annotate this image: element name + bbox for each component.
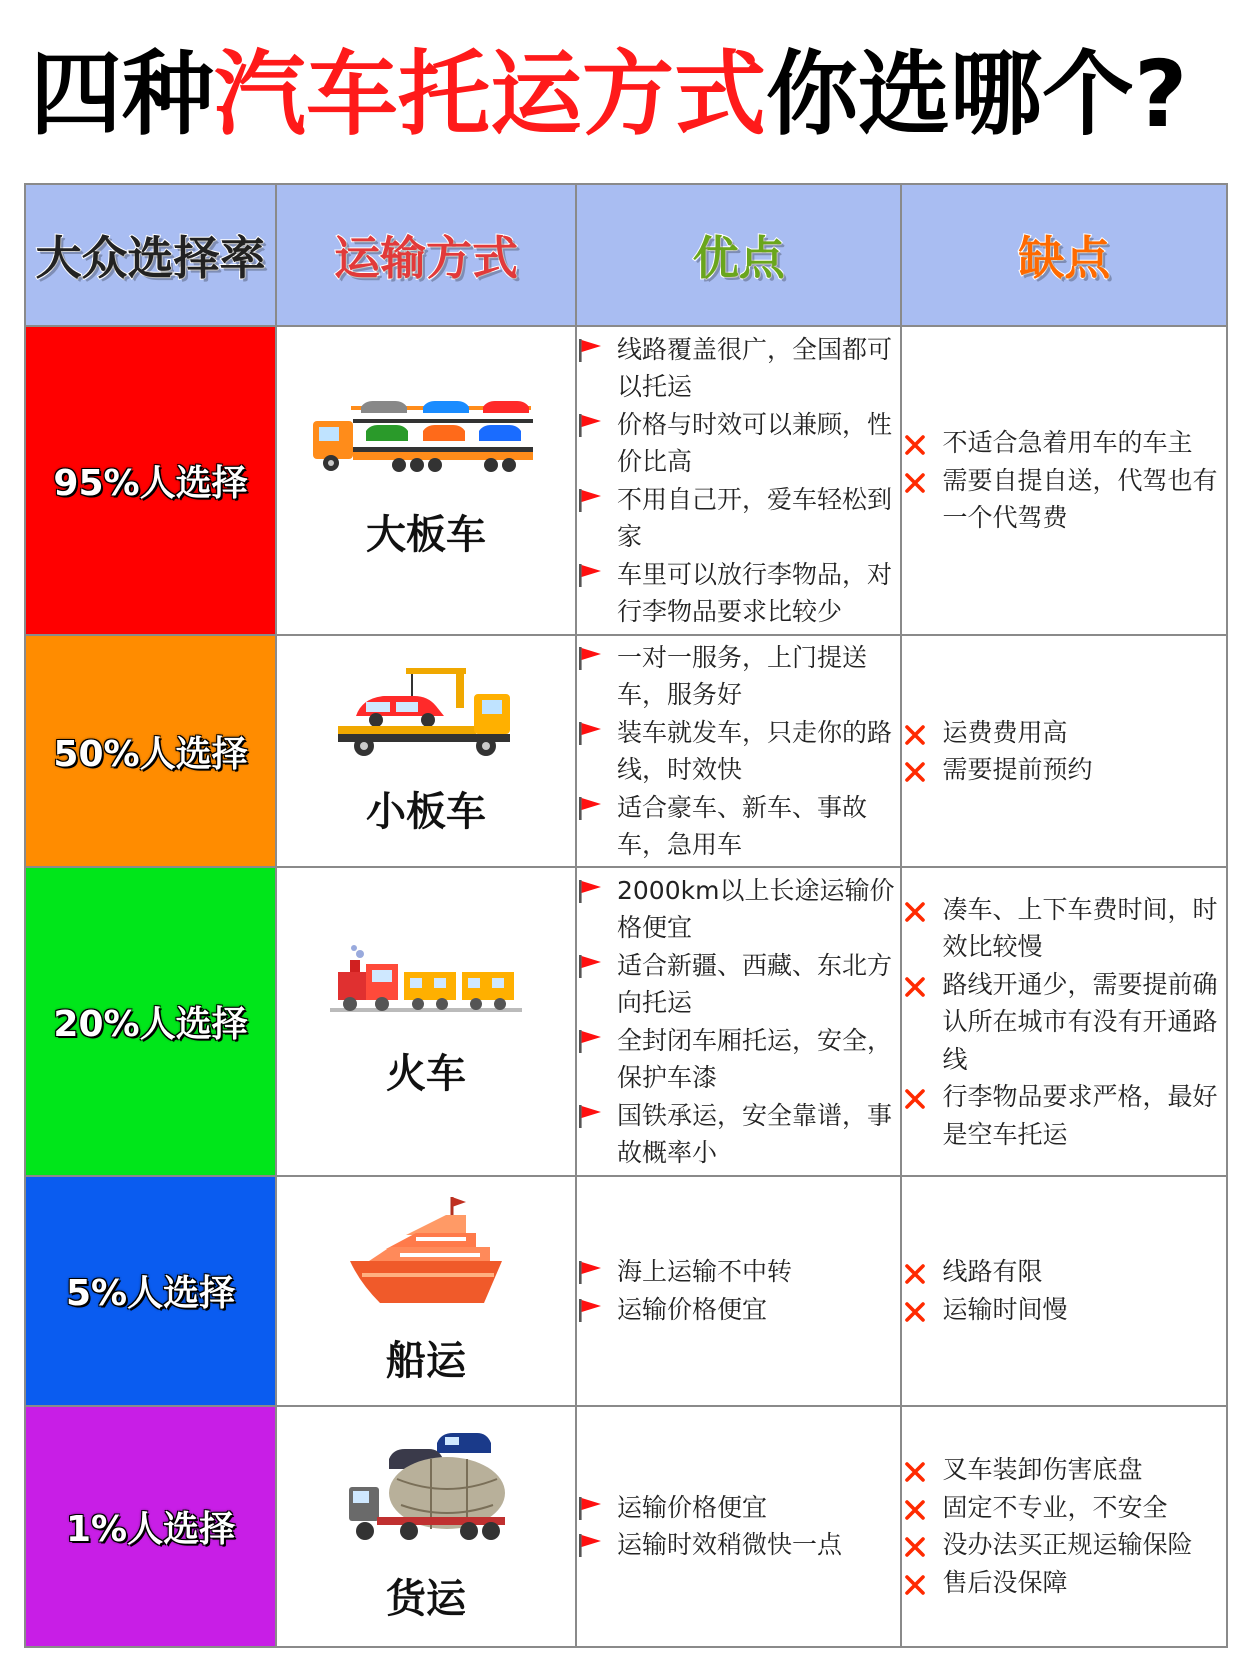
flag-icon [577,1028,603,1054]
pro-item [577,556,900,631]
cons-cell [901,326,1227,635]
pro-item [577,1022,900,1097]
flag-icon [577,720,603,746]
pro-item [577,639,900,714]
pro-item [577,1253,900,1291]
con-text: 固定不专业，不安全 [942,1492,1168,1522]
con-item [902,1078,1226,1153]
cross-icon [904,761,926,783]
pro-text: 全封闭车厢托运，安全，保护车漆 [616,1025,892,1093]
con-item [902,424,1226,462]
cross-icon [904,434,926,456]
pro-text: 价格与时效可以兼顾，性价比高 [616,409,892,476]
rate-cell: 5%人选择 [25,1176,276,1405]
pro-item [577,947,900,1022]
header-rate: 大众选择率 [25,184,276,326]
con-text: 售后没保障 [942,1567,1068,1597]
method-name: 船运 [386,1338,466,1385]
pro-text: 国铁承运，安全靠谱，事故概率小 [616,1100,892,1168]
cons-cell [901,635,1227,867]
pro-text: 线路覆盖很广，全国都可以托运 [616,334,892,401]
method-name: 小板车 [366,788,486,835]
title-part2: 汽车托运方式 [214,41,767,148]
method-cell [276,326,576,635]
flag-icon [577,1259,603,1285]
flag-icon [577,1297,603,1323]
cross-icon [904,472,926,494]
con-item [902,1564,1226,1602]
con-item [902,1526,1226,1564]
pro-text: 2000km以上长途运输价格便宜 [616,875,895,943]
con-item [902,714,1226,752]
pro-item [577,714,900,789]
pro-text: 车里可以放行李物品，对行李物品要求比较少 [616,559,892,626]
cross-icon [904,901,926,923]
cross-icon [904,1499,926,1521]
rate-cell: 20%人选择 [25,867,276,1176]
flag-icon [577,337,603,363]
cross-icon [904,1088,926,1110]
cons-cell [901,867,1227,1176]
pros-cell [576,635,901,867]
pro-item [577,789,900,864]
cross-icon [904,1574,926,1596]
method-cell [276,1406,576,1648]
comparison-table [24,183,1228,1648]
pro-text: 运输时效稍微快一点 [616,1530,842,1560]
table-header-row [25,184,1227,326]
cross-icon [904,1263,926,1285]
rate-cell: 1%人选择 [25,1406,276,1648]
con-item [902,1253,1226,1291]
con-item [902,891,1226,966]
method-name: 大板车 [366,512,486,558]
pro-text: 海上运输不中转 [616,1257,792,1287]
cross-icon [904,1536,926,1558]
tow-truck-icon [336,666,516,758]
flag-icon [577,878,603,904]
pro-item [577,872,900,947]
method-cell [276,1176,576,1405]
table-row [25,1406,1227,1648]
pro-item [577,1489,900,1527]
cons-cell [901,1406,1227,1648]
cross-icon [904,1461,926,1483]
flag-icon [577,1103,603,1129]
pro-text: 运输价格便宜 [616,1294,767,1324]
cross-icon [904,724,926,746]
flag-icon [577,645,603,671]
pro-item [577,406,900,481]
header-method: 运输方式 [276,184,576,326]
rate-cell: 50%人选择 [25,635,276,867]
table-row [25,867,1227,1176]
pro-text: 适合豪车、新车、事故车，急用车 [616,792,867,860]
con-item [902,966,1226,1079]
pro-item [577,1097,900,1172]
con-item [902,751,1226,789]
con-text: 需要自提自送，代驾也有一个代驾费 [942,465,1218,533]
page-title [30,40,1230,150]
pro-text: 不用自己开，爱车轻松到家 [616,484,892,551]
header-cons: 缺点 [901,184,1227,326]
flag-icon [577,953,603,979]
ship-icon [346,1195,506,1307]
con-text: 运费费用高 [942,717,1068,747]
header-pros: 优点 [576,184,901,326]
flag-icon [577,795,603,821]
title-part3: 你选哪个? [766,41,1188,148]
pro-item [577,1291,900,1329]
method-name: 火车 [386,1051,466,1098]
con-text: 叉车装卸伤害底盘 [942,1455,1143,1485]
con-item [902,462,1226,537]
pro-text: 适合新疆、西藏、东北方向托运 [616,950,892,1018]
pro-text: 运输价格便宜 [616,1492,767,1522]
cargo-truck-icon [341,1429,511,1545]
con-text: 没办法买正规运输保险 [942,1530,1193,1560]
pro-item [577,331,900,406]
con-text: 线路有限 [942,1257,1043,1287]
flag-icon [577,1495,603,1521]
title-part1: 四种 [30,41,215,148]
train-icon [328,944,524,1020]
con-text: 运输时间慢 [942,1294,1068,1324]
con-text: 凑车、上下车费时间，时效比较慢 [942,894,1218,962]
pro-item [577,1526,900,1564]
cross-icon [904,976,926,998]
cons-cell [901,1176,1227,1405]
cross-icon [904,1301,926,1323]
con-item [902,1291,1226,1329]
pro-item [577,481,900,556]
method-cell [276,635,576,867]
flag-icon [577,562,603,588]
method-cell [276,867,576,1176]
con-text: 行李物品要求严格，最好是空车托运 [942,1082,1218,1149]
table-row [25,326,1227,635]
pros-cell [576,1176,901,1405]
pros-cell [576,1406,901,1648]
flag-icon [577,487,603,513]
method-name: 货运 [386,1575,466,1622]
con-text: 路线开通少，需要提前确认所在城市有没有开通路线 [942,969,1218,1074]
table-row [25,1176,1227,1405]
con-text: 需要提前预约 [942,755,1093,785]
flag-icon [577,412,603,438]
pro-text: 装车就发车，只走你的路线，时效快 [616,717,892,785]
con-text: 不适合急着用车的车主 [942,428,1193,458]
pros-cell [576,867,901,1176]
table-row [25,635,1227,867]
pro-text: 一对一服务，上门提送车，服务好 [616,642,867,710]
flag-icon [577,1532,603,1558]
con-item [902,1451,1226,1489]
pros-cell [576,326,901,635]
car-carrier-truck-icon [311,401,541,481]
con-item [902,1489,1226,1527]
rate-cell: 95%人选择 [25,326,276,635]
